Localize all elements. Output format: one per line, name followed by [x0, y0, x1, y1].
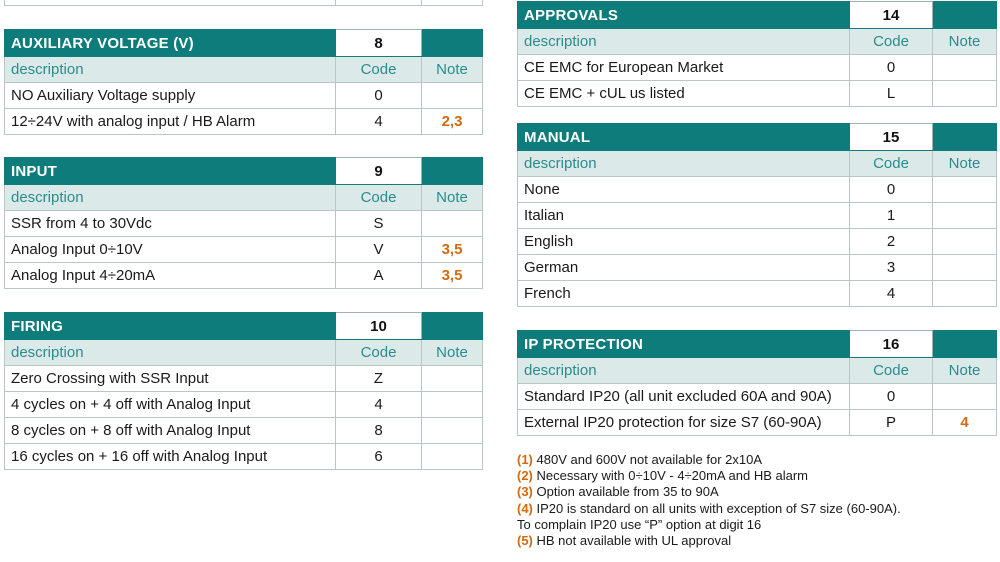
approvals-table — [517, 1, 997, 107]
row-note — [933, 384, 997, 410]
footnote — [517, 468, 901, 484]
footnote — [517, 484, 901, 500]
col-code: Code — [336, 340, 422, 366]
table-row — [5, 211, 483, 237]
table-row — [5, 418, 483, 444]
row-note — [422, 83, 483, 109]
footnotes — [517, 452, 901, 549]
row-description: Analog Input 4÷20mA — [5, 263, 336, 289]
table-row — [518, 177, 997, 203]
table-row — [518, 384, 997, 410]
row-code: L — [850, 81, 933, 107]
col-code: Code — [850, 151, 933, 177]
row-code: 0 — [850, 177, 933, 203]
table-row — [518, 203, 997, 229]
row-note: 3,5 — [422, 237, 483, 263]
row-code: 6 — [336, 444, 422, 470]
header-pad — [422, 158, 483, 185]
column-header-row — [518, 358, 997, 384]
row-code: V — [336, 237, 422, 263]
table-row — [518, 229, 997, 255]
row-code: 0 — [850, 384, 933, 410]
row-code: 8 — [336, 418, 422, 444]
footnote-text: IP20 is standard on all units with exception of S7 size (60-90A). — [536, 500, 901, 516]
footnote — [517, 501, 901, 517]
table-title: MANUAL — [518, 124, 850, 151]
digit-number: 15 — [850, 124, 933, 151]
col-note: Note — [933, 358, 997, 384]
digit-number: 14 — [850, 2, 933, 29]
row-code: A — [336, 263, 422, 289]
row-description: 16 cycles on + 16 off with Analog Input — [5, 444, 336, 470]
row-description: Zero Crossing with SSR Input — [5, 366, 336, 392]
table-header-row — [5, 158, 483, 185]
cutoff-row — [5, 0, 483, 6]
input-table — [4, 157, 483, 289]
header-pad — [422, 30, 483, 57]
footnote-text: 480V and 600V not available for 2x10A — [536, 452, 763, 467]
header-pad — [933, 124, 997, 151]
header-pad — [422, 313, 483, 340]
table-row — [5, 237, 483, 263]
row-note: 3,5 — [422, 263, 483, 289]
row-code: 2 — [850, 229, 933, 255]
row-description: 4 cycles on + 4 off with Analog Input — [5, 392, 336, 418]
column-header-row — [5, 185, 483, 211]
col-description: description — [518, 151, 850, 177]
table-row — [518, 55, 997, 81]
col-description: description — [5, 57, 336, 83]
col-note: Note — [422, 340, 483, 366]
footnote-number: (1) — [517, 452, 533, 467]
row-description: 8 cycles on + 8 off with Analog Input — [5, 418, 336, 444]
row-note — [422, 444, 483, 470]
col-description: description — [518, 29, 850, 55]
col-code: Code — [850, 358, 933, 384]
cutoff-table-left — [4, 0, 483, 6]
digit-number: 8 — [336, 30, 422, 57]
footnote-text: To complain IP20 use “P” option at digit 16 — [517, 516, 762, 532]
firing-table — [4, 312, 483, 470]
table-row — [518, 81, 997, 107]
col-code: Code — [850, 29, 933, 55]
col-note: Note — [422, 57, 483, 83]
col-description: description — [518, 358, 850, 384]
row-description: 12÷24V with analog input / HB Alarm — [5, 109, 336, 135]
table-row — [518, 281, 997, 307]
row-code: 0 — [336, 83, 422, 109]
row-code: 4 — [336, 109, 422, 135]
row-description: CE EMC + cUL us listed — [518, 81, 850, 107]
footnote-number: (4) — [517, 500, 533, 516]
row-code: Z — [336, 366, 422, 392]
table-title: FIRING — [5, 313, 336, 340]
manual-table — [517, 123, 997, 307]
col-note: Note — [933, 29, 997, 55]
col-note: Note — [422, 185, 483, 211]
row-code: 4 — [336, 392, 422, 418]
row-note — [422, 418, 483, 444]
row-note — [933, 55, 997, 81]
row-description: SSR from 4 to 30Vdc — [5, 211, 336, 237]
footnote — [517, 452, 901, 468]
row-description: Analog Input 0÷10V — [5, 237, 336, 263]
row-code: 0 — [850, 55, 933, 81]
table-row — [5, 444, 483, 470]
header-pad — [933, 331, 997, 358]
footnote-number: (5) — [517, 533, 533, 549]
digit-number: 9 — [336, 158, 422, 185]
row-code: 3 — [850, 255, 933, 281]
row-note — [422, 211, 483, 237]
footnote — [517, 533, 901, 549]
column-header-row — [518, 151, 997, 177]
digit-number: 16 — [850, 331, 933, 358]
table-row — [5, 366, 483, 392]
row-description: External IP20 protection for size S7 (60-90A) — [518, 410, 850, 436]
row-description: None — [518, 177, 850, 203]
table-header-row — [5, 30, 483, 57]
table-row — [5, 263, 483, 289]
row-code: 4 — [850, 281, 933, 307]
row-description: English — [518, 229, 850, 255]
col-code: Code — [336, 185, 422, 211]
row-description: CE EMC for European Market — [518, 55, 850, 81]
col-code: Code — [336, 57, 422, 83]
row-code: S — [336, 211, 422, 237]
table-row — [518, 410, 997, 436]
row-note — [933, 255, 997, 281]
column-header-row — [5, 340, 483, 366]
ip-protection-table — [517, 330, 997, 436]
table-row — [518, 255, 997, 281]
header-pad — [933, 2, 997, 29]
col-description: description — [5, 340, 336, 366]
row-description: German — [518, 255, 850, 281]
digit-number: 10 — [336, 313, 422, 340]
table-header-row — [518, 2, 997, 29]
row-note: 4 — [933, 410, 997, 436]
row-description: NO Auxiliary Voltage supply — [5, 83, 336, 109]
row-note — [422, 392, 483, 418]
footnote-continuation — [517, 517, 901, 533]
row-note: 2,3 — [422, 109, 483, 135]
col-description: description — [5, 185, 336, 211]
table-header-row — [518, 331, 997, 358]
row-note — [422, 366, 483, 392]
row-note — [933, 203, 997, 229]
footnote-text: Necessary with 0÷10V - 4÷20mA and HB alarm — [536, 468, 809, 484]
table-header-row — [5, 313, 483, 340]
table-title: APPROVALS — [518, 2, 850, 29]
row-description: Standard IP20 (all unit excluded 60A and 90A) — [518, 384, 850, 410]
col-note: Note — [933, 151, 997, 177]
row-code: 1 — [850, 203, 933, 229]
column-header-row — [518, 29, 997, 55]
table-row — [5, 392, 483, 418]
row-code: P — [850, 410, 933, 436]
row-note — [933, 229, 997, 255]
row-description: French — [518, 281, 850, 307]
table-header-row — [518, 124, 997, 151]
column-header-row — [5, 57, 483, 83]
footnote-number: (2) — [517, 468, 533, 484]
row-description: Italian — [518, 203, 850, 229]
table-title: AUXILIARY VOLTAGE (V) — [5, 30, 336, 57]
row-note — [933, 177, 997, 203]
footnote-number: (3) — [517, 484, 533, 500]
table-title: INPUT — [5, 158, 336, 185]
table-row — [5, 109, 483, 135]
table-title: IP PROTECTION — [518, 331, 850, 358]
row-note — [933, 281, 997, 307]
table-row — [5, 83, 483, 109]
row-note — [933, 81, 997, 107]
footnote-text: Option available from 35 to 90A — [536, 484, 719, 500]
aux-voltage-table — [4, 29, 483, 135]
footnote-text: HB not available with UL approval — [536, 533, 732, 549]
